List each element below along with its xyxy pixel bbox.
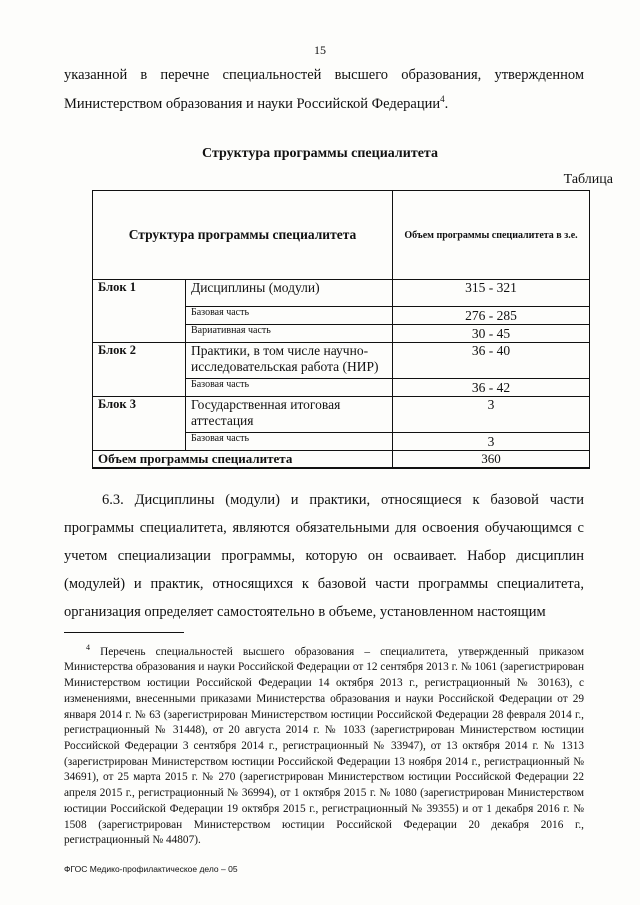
footnote-text: Перечень специальностей высшего образования – специалитета, утвержденный приказом Министерства образования и науки Российской Федерации от 12 сентября 2013 г. № 1061 (зарегистрирован Министерством юстиции Российской Федерации 14 октября 2013 г., регистрационный № 30163), с изменениями, внесенными приказами Министерства образования и науки Российской Федерации от 29 января 2014 г. № 63 (зарегистрирован Министерством юстиции Российской Федерации 28 февраля 2014 г., регистрационный № 31448), от 20 августа 2014 г. № 1033 (зарегистрирован Министерством юстиции Российской Федерации 3 сентября 2014 г., регистрационный № 33947), от 13 октября 2014 г. № 1313 (зарегистрирован Министерством юстиции Российской Федерации 13 ноября 2014 г., регистрационный № 34691), от 25 марта 2015 г. № 270 (зарегистрирован Министерством юстиции Российской Федерации 22 апреля 2015 г., регистрационный № 36994), от 1 октября 2015 г. № 1080 (зарегистрирован Министерством юстиции Российской Федерации 19 октября 2015 г., регистрационный № 39355) и от 1 декабря 2016 г. № 1508 (зарегистрирован Министерством юстиции Российской Федерации 20 декабря 2016 г., регистрационный № 44807).	[64, 645, 584, 847]
intro-line-2-text: Министерством образования и науки Российской Федерации	[64, 95, 441, 112]
block-2-main: Практики, в том числе научно-исследовательская работа (НИР)	[186, 343, 393, 379]
block-1-main-value: 315 - 321	[393, 280, 590, 307]
header-structure: Структура программы специалитета	[93, 191, 393, 280]
block-3-main-value: 3	[393, 397, 590, 433]
header-volume: Объем программы специалитета в з.е.	[393, 191, 590, 280]
footnote-number: 4	[86, 643, 90, 652]
footnote-paragraph	[64, 640, 584, 849]
block-2-name: Блок 2	[93, 343, 186, 397]
paragraph-6-3: 6.3. Дисциплины (модули) и практики, относящиеся к базовой части программы специалитета, являются обязательными для освоения обучающимся с учетом специализации программы, которую он осваивает. Набор дисциплин (модулей) и практик, относящихся к базовой части программы специалитета, организация определяет самостоятельно в объеме, установленном настоящим	[64, 492, 584, 620]
block-2-sub-1-label: Базовая часть	[186, 379, 393, 397]
footnote-ref: 4	[440, 94, 445, 104]
block-1-sub-1-label: Базовая часть	[186, 307, 393, 325]
block-3-sub-1-label: Базовая часть	[186, 433, 393, 451]
structure-table	[92, 190, 590, 469]
block-3-main: Государственная итоговая аттестация	[186, 397, 393, 433]
block-1-sub-2-value: 30 - 45	[393, 325, 590, 343]
block-1-sub-2-label: Вариативная часть	[186, 325, 393, 343]
block-3-sub-1-value: 3	[393, 433, 590, 451]
table-header-row	[93, 191, 590, 280]
block-2-main-value: 36 - 40	[393, 343, 590, 379]
total-value: 360	[393, 451, 590, 469]
footnote	[64, 640, 584, 849]
block-2-sub-1-value: 36 - 42	[393, 379, 590, 397]
table-row	[93, 343, 590, 379]
total-label: Объем программы специалитета	[93, 451, 393, 469]
footnote-rule	[64, 632, 184, 633]
table-title: Структура программы специалитета	[202, 146, 438, 161]
page-number: 15	[314, 43, 326, 57]
block-1-name: Блок 1	[93, 280, 186, 343]
table-label: Таблица	[563, 172, 613, 187]
paragraph-6-3-wrap	[64, 486, 584, 626]
footer: ФГОС Медико-профилактическое дело – 05	[64, 864, 238, 874]
table-total-row	[93, 451, 590, 469]
table-row	[93, 280, 590, 307]
block-3-name: Блок 3	[93, 397, 186, 451]
intro-line-2: Министерством образования и науки Российской Федерации$^4$.	[64, 94, 449, 112]
intro-line-1: указанной в перечне специальностей высшего образования, утвержденном	[64, 67, 584, 83]
block-1-main: Дисциплины (модули)	[186, 280, 393, 307]
table-row	[93, 397, 590, 433]
block-1-sub-1-value: 276 - 285	[393, 307, 590, 325]
